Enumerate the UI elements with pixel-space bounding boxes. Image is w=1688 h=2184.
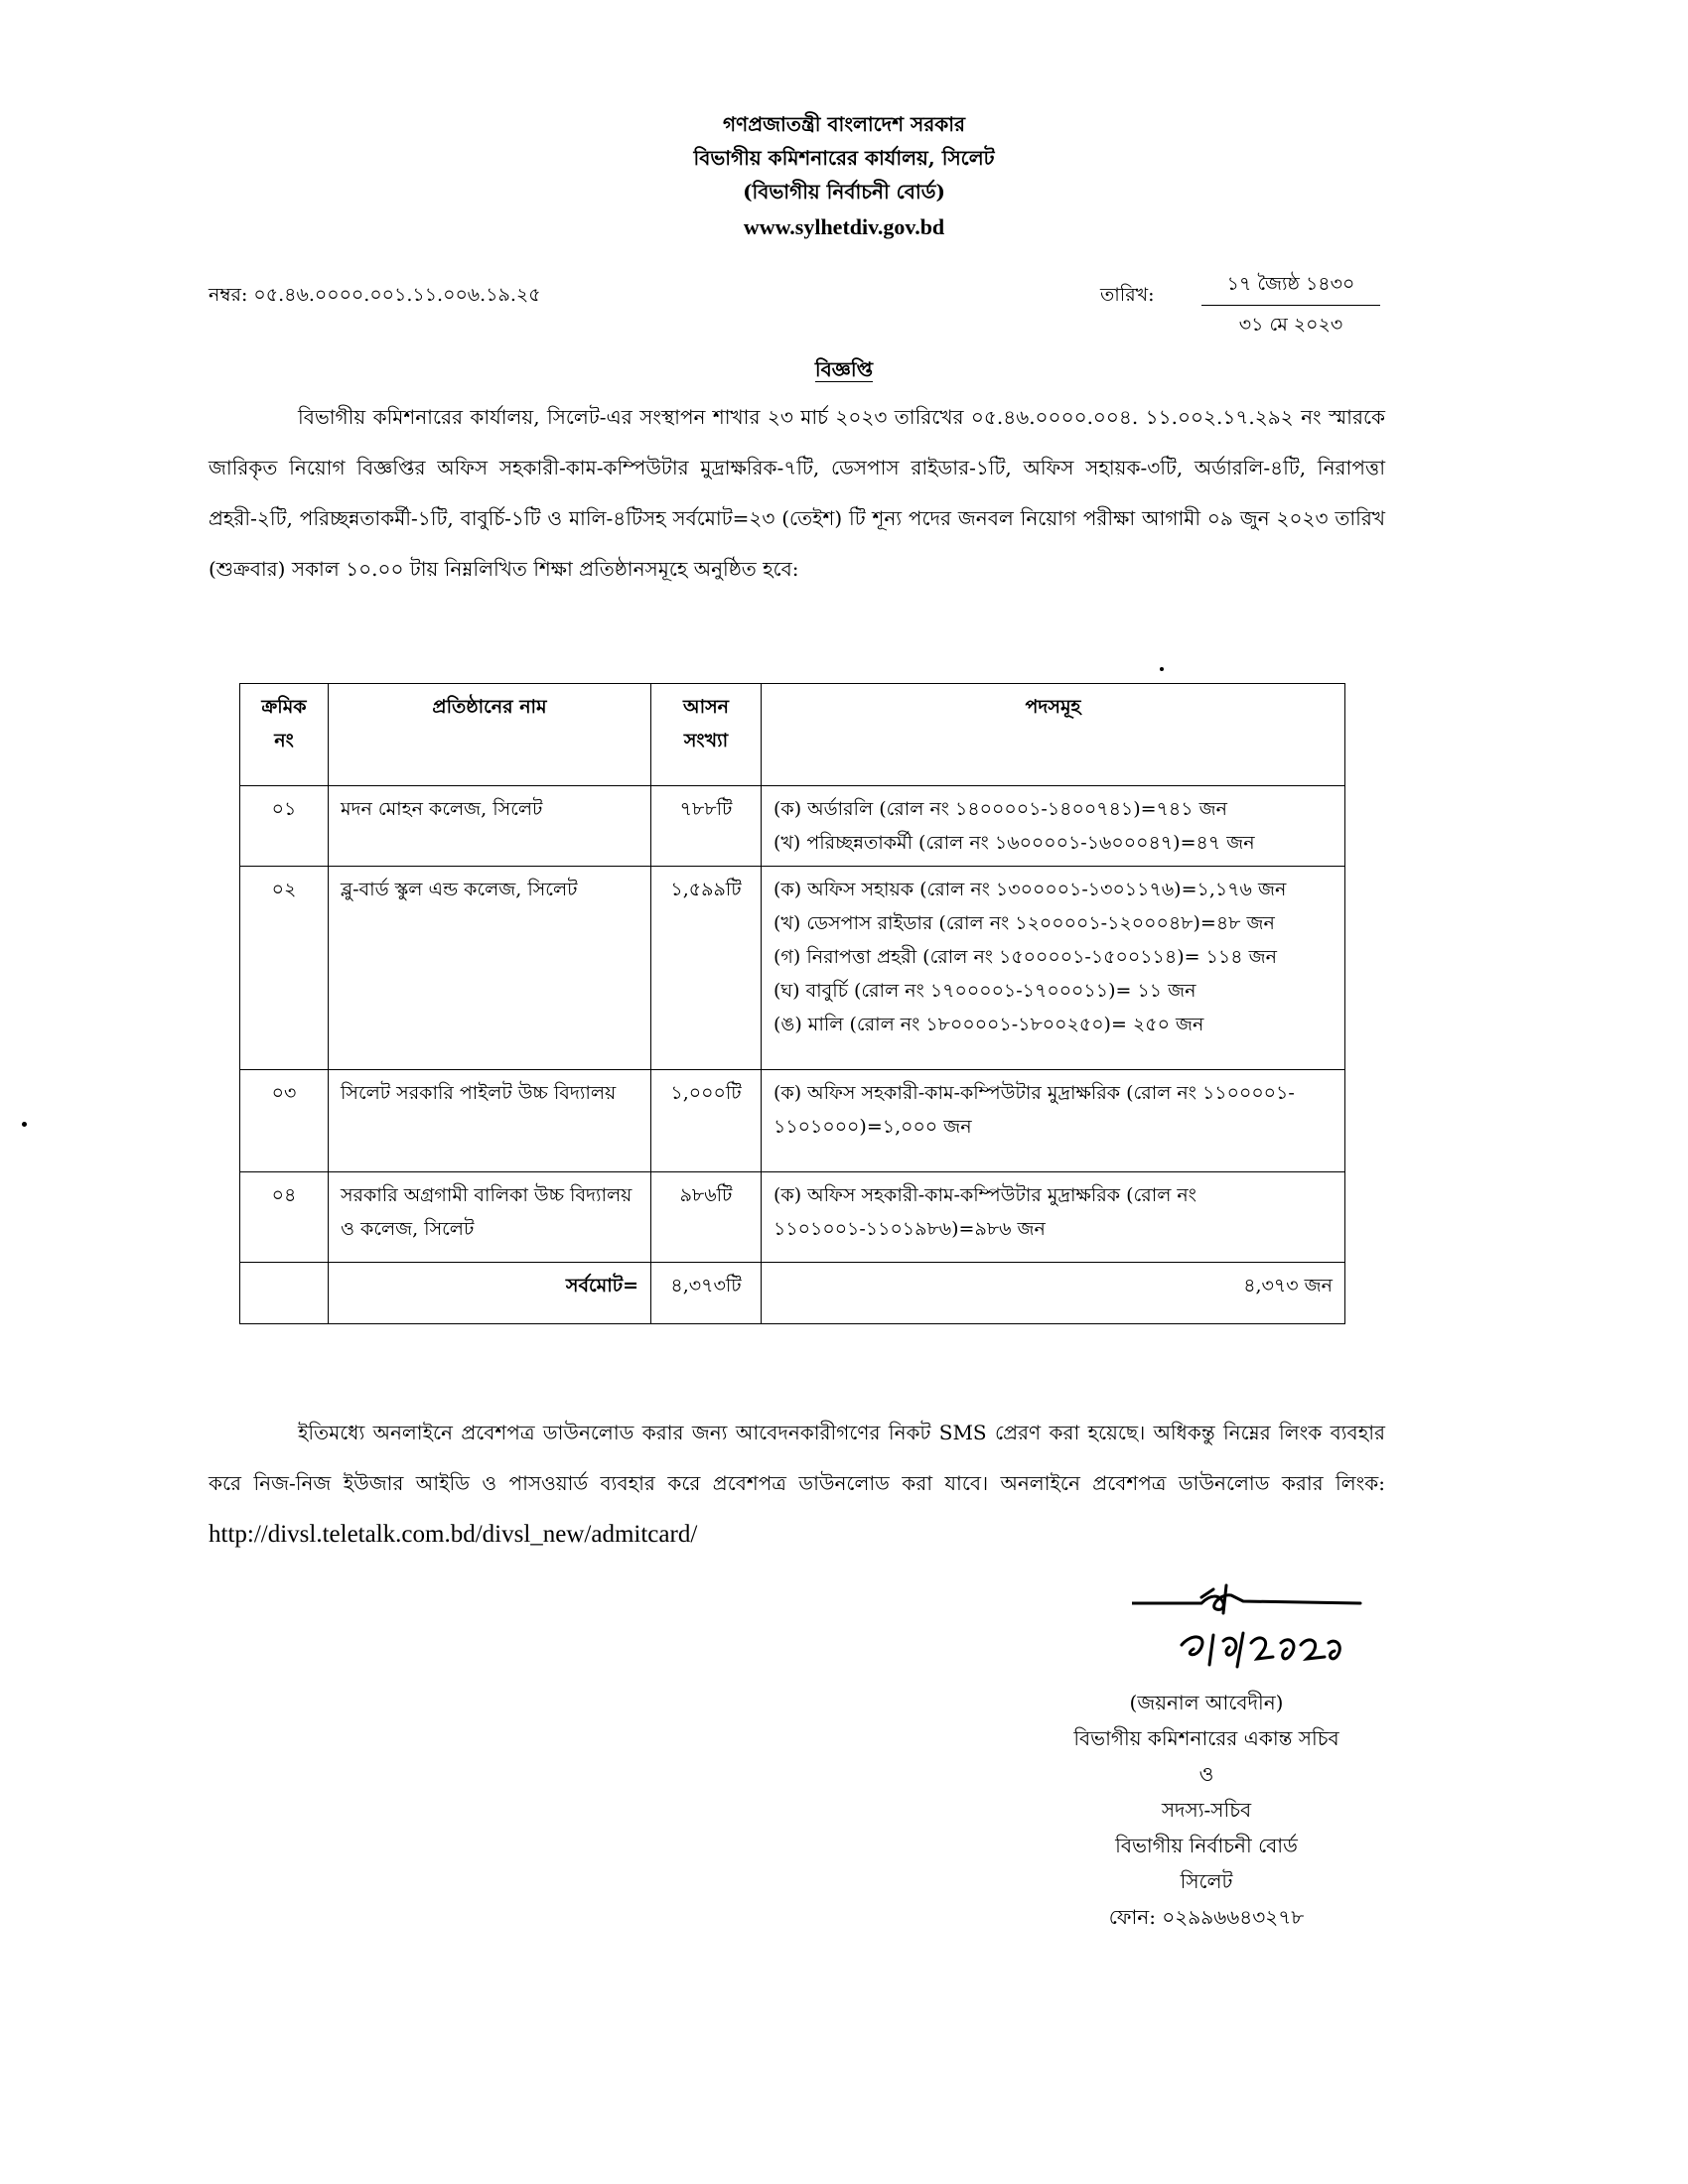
table-total-row — [240, 1263, 1345, 1324]
total-persons: ৪,৩৭৩ জন — [762, 1263, 1345, 1324]
scan-speck — [1160, 667, 1164, 671]
post-item: (ক) অফিস সহকারী-কাম-কম্পিউটার মুদ্রাক্ষরিক (রোল নং ১১০১০০১-১১০১৯৮৬)=৯৮৬ জন — [774, 1184, 1196, 1240]
row-institution: সিলেট সরকারি পাইলট উচ্চ বিদ্যালয় — [329, 1070, 651, 1172]
date-bangla: ১৭ জ্যৈষ্ঠ ১৪৩০ — [1201, 270, 1380, 306]
row-institution: ব্লু-বার্ড স্কুল এন্ড কলেজ, সিলেট — [329, 867, 651, 1070]
signatory-block — [1043, 1685, 1370, 1935]
date-english: ৩১ মে ২০২৩ — [1238, 314, 1343, 336]
government-title: গণপ্রজাতন্ত্রী বাংলাদেশ সরকার — [723, 112, 965, 136]
row-seats: ৭৮৮টি — [651, 786, 762, 867]
row-posts — [762, 1070, 1345, 1172]
notice-title: বিজ্ঞপ্তি — [814, 357, 874, 381]
signatory-place: সিলেট — [1180, 1869, 1233, 1893]
board-title: (বিভাগীয় নির্বাচনী বোর্ড) — [743, 180, 945, 204]
table-row — [240, 1070, 1345, 1172]
row-institution: সরকারি অগ্রগামী বালিকা উচ্চ বিদ্যালয় ও কলেজ, সিলেট — [329, 1172, 651, 1263]
signatory-title: বিভাগীয় কমিশনারের একান্ত সচিব — [1073, 1726, 1339, 1750]
office-title: বিভাগীয় কমিশনারের কার্যালয়, সিলেট — [693, 146, 995, 170]
row-serial: ০৩ — [240, 1070, 329, 1172]
row-institution: মদন মোহন কলেজ, সিলেট — [329, 786, 651, 867]
post-item: (খ) ডেসপাস রাইডার (রোল নং ১২০০০০১-১২০০০৪৮)=৪৮ জন — [774, 912, 1275, 934]
intro-paragraph: বিভাগীয় কমিশনারের কার্যালয়, সিলেট-এর সংস্থাপন শাখার ২৩ মার্চ ২০২৩ তারিখের ০৫.৪৬.০০০০.০০৪. ১১.০০২.১৭.২৯২ নং স্মারকে জারিকৃত নিয়োগ বিজ্ঞপ্তির অফিস সহকারী-কাম-কম্পিউটার মুদ্রাক্ষরিক-৭টি, ডেসপাস রাইডার-১টি, অফিস সহায়ক-৩টি, অর্ডারলি-৪টি, নিরাপত্তা প্রহরী-২টি, পরিচ্ছন্নতাকর্মী-১টি, বাবুর্চি-১টি ও মালি-৪টিসহ সর্বমোট=২৩ (তেইশ) টি শূন্য পদের জনবল নিয়োগ পরীক্ষা আগামী ০৯ জুন ২০২৩ তারিখ (শুক্রবার) সকাল ১০.০০ টায় নিম্নলিখিত শিক্ষা প্রতিষ্ঠানসমূহে অনুষ্ঠিত হবে: — [209, 405, 1385, 581]
header-serial: ক্রমিক নং — [240, 684, 329, 786]
table-row — [240, 786, 1345, 867]
row-serial: ০৪ — [240, 1172, 329, 1263]
row-posts — [762, 786, 1345, 867]
table-row — [240, 1172, 1345, 1263]
row-seats: ১,৫৯৯টি — [651, 867, 762, 1070]
header-seats: আসন সংখ্যা — [651, 684, 762, 786]
post-item: (ঘ) বাবুর্চি (রোল নং ১৭০০০০১-১৭০০০১১)= ১১ জন — [774, 980, 1196, 1002]
signatory-name: (জয়নাল আবেদীন) — [1129, 1691, 1284, 1714]
footer-text: ইতিমধ্যে অনলাইনে প্রবেশপত্র ডাউনলোড করার জন্য আবেদনকারীগণের নিকট SMS প্রেরণ করা হয়েছে। অধিকন্তু নিম্নের লিংক ব্যবহার করে নিজ-নিজ ইউজার আইডি ও পাসওয়ার্ড ব্যবহার করে প্রবেশপত্র ডাউনলোড করা যাবে। অনলাইনে প্রবেশপত্র ডাউনলোড করার লিংক: — [209, 1421, 1385, 1495]
admit-card-link[interactable]: http://divsl.teletalk.com.bd/divsl_new/admitcard/ — [209, 1521, 698, 1548]
website-link[interactable]: www.sylhetdiv.gov.bd — [743, 214, 945, 239]
total-label: সর্বমোট= — [329, 1263, 651, 1324]
row-seats: ১,০০০টি — [651, 1070, 762, 1172]
post-item: (ক) অর্ডারলি (রোল নং ১৪০০০০১-১৪০০৭৪১)=৭৪১ জন — [774, 798, 1227, 820]
row-serial: ০২ — [240, 867, 329, 1070]
row-seats: ৯৮৬টি — [651, 1172, 762, 1263]
post-item: (ক) অফিস সহকারী-কাম-কম্পিউটার মুদ্রাক্ষরিক (রোল নং ১১০০০০১- ১১০১০০০)=১,০০০ জন — [774, 1082, 1295, 1138]
header-institution: প্রতিষ্ঠানের নাম — [329, 684, 651, 786]
total-seats: ৪,৩৭৩টি — [651, 1263, 762, 1324]
table-row — [240, 867, 1345, 1070]
scan-speck — [22, 1122, 27, 1127]
signatory-board: বিভাগীয় নির্বাচনী বোর্ড — [1115, 1834, 1298, 1857]
post-item: (ক) অফিস সহায়ক (রোল নং ১৩০০০০১-১৩০১১৭৬)=১,১৭৬ জন — [774, 879, 1287, 900]
signatory-title-2: সদস্য-সচিব — [1161, 1798, 1252, 1822]
row-posts — [762, 867, 1345, 1070]
post-item: (খ) পরিচ্ছন্নতাকর্মী (রোল নং ১৬০০০০১-১৬০০০৪৭)=৪৭ জন — [774, 832, 1255, 854]
exam-venue-table — [239, 683, 1345, 1324]
handwritten-signature — [1132, 1573, 1370, 1683]
row-serial: ০১ — [240, 786, 329, 867]
footer-paragraph — [209, 1408, 1385, 1561]
post-item: (ঙ) মালি (রোল নং ১৮০০০০১-১৮০০২৫০)= ২৫০ জন — [774, 1014, 1204, 1035]
memo-number: নম্বর: ০৫.৪৬.০০০০.০০১.১১.০০৬.১৯.২৫ — [209, 284, 541, 306]
signatory-conjunction: ও — [1198, 1762, 1214, 1786]
post-item: (গ) নিরাপত্তা প্রহরী (রোল নং ১৫০০০০১-১৫০০১১৪)= ১১৪ জন — [774, 946, 1277, 968]
table-header-row — [240, 684, 1345, 786]
signatory-phone: ফোন: ০২৯৯৬৬৪৩২৭৮ — [1108, 1905, 1305, 1929]
date-label: তারিখ: — [1100, 284, 1155, 306]
row-posts — [762, 1172, 1345, 1263]
header-posts: পদসমূহ — [762, 684, 1345, 786]
